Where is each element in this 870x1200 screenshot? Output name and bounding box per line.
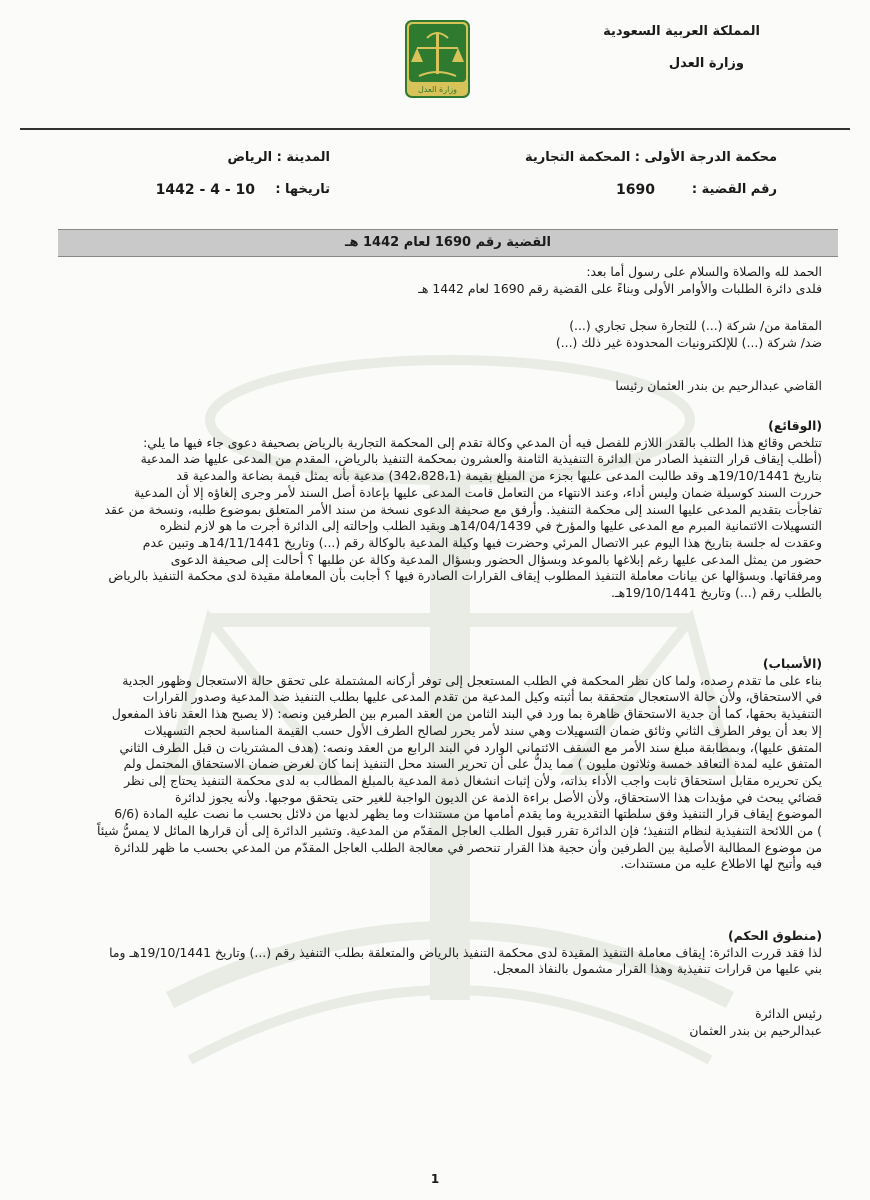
page-number: 1 — [430, 1172, 440, 1186]
facts-section — [42, 418, 822, 602]
facts-line: تتلخص وقائع هذا الطلب بالقدر اللازم للفصل فيه أن المدعي وكالة تقدم إلى المحكمة التجارية بالرياض بصحيفة دعوى جاء فيها ما يلي: — [143, 434, 822, 450]
reasons-line: ) من اللائحة التنفيذية لنظام التنفيذ؛ فإن الدائرة تقرر قبول الطلب العاجل المقدّم من المدعية. وتشير الدائرة إلى أن قرارها المائل لا يمسُّ شيئاً — [97, 823, 822, 839]
ruling-line: بني عليها من قرارات تنفيذية وهذا القرار مشمول بالنفاذ المعجل. — [492, 961, 822, 977]
kingdom-title: المملكة العربية السعودية — [603, 24, 760, 39]
case-date-value: 10 - 4 - 1442 — [155, 182, 255, 198]
intro-line: الحمد لله والصلاة والسلام على رسول أما بعد: — [586, 264, 822, 279]
parties-block — [42, 318, 822, 351]
signature-name: عبدالرحيم بن بندر العثمان — [689, 1022, 822, 1038]
case-title-bar: القضية رقم 1690 لعام 1442 هـ — [58, 229, 838, 257]
facts-heading: (الوقائع) — [768, 418, 822, 433]
facts-line: (أطلب إيقاف قرار التنفيذ الصادر من الدائرة التنفيذية الثامنة والعشرون بمحكمة التنفيذ بالرياض، المقدم من المدعى عليها ضد المدعية — [140, 451, 822, 467]
reasons-line: إلا بعد أن يوفر الطرف الثاني وثائق ضمان التسهيلات وهي سند لأمر يحرر لصالح الطرف الأول حسب القيمة المناسبة لحجم التسهيلات — [143, 722, 822, 738]
emblem-caption: وزارة العدل — [417, 85, 458, 94]
reasons-line: الموضوع إيقاف قرار التنفيذ وفق سلطتها التقديرية وما يقدم أمامها من مستندات وما يظهر لديها من دلائل بحسب ما نصت عليه المادة (6/6 — [114, 806, 822, 822]
signature-title: رئيس الدائرة — [755, 1006, 822, 1021]
facts-line: حضور من يمثل المدعى عليها رغم إبلاغها بالموعد وبسؤال الحضور وبسؤال المدعية وكالة عن طلبها ؟ أحالت إلى صحيفة الدعوى — [170, 551, 822, 567]
court-name: محكمة الدرجة الأولى : المحكمة التجارية — [525, 150, 777, 165]
case-number-value: 1690 — [616, 182, 655, 198]
ruling-section — [42, 928, 822, 978]
city-name: المدينة : الرياض — [227, 150, 330, 165]
reasons-line: يكن تحريره مقابل استحقاق ثابت واجب الأداء بذاته، ولأن إثبات انشغال ذمة المدعية بالمبلغ المطالب به لدى محكمة التنفيذ يحتاج إلى نظر — [124, 772, 822, 788]
facts-line: وعقدت له جلسة بتاريخ هذا اليوم عبر الاتصال المرئي وحضرت فيها وكيلة المدعية بالوكالة رقم (...) وتاريخ 14/11/1441هـ وتبين عدم — [142, 534, 822, 550]
ministry-emblem-logo — [405, 20, 470, 98]
header-divider — [20, 128, 850, 130]
facts-line: التسهيلات الائتمانية المبرم مع المدعى عليها والمؤرخ في 14/04/1439هـ وبقيد الطلب وإحالته إلى الدائرة أجرت ما هو لازم لنظره — [159, 518, 822, 534]
facts-line: تفاجأت بتقديم المدعى عليها السند إلى محكمة التنفيذ. وأرفق مع صحيفة الدعوى نسخة من سند الأمر المتعلق بموضوع طلبه، ونسخة من عقد — [104, 501, 822, 517]
ministry-title: وزارة العدل — [668, 56, 744, 71]
signature-block — [42, 1006, 822, 1039]
defendant-line: ضد/ شركة (...) للإلكترونيات المحدودة غير ذلك (...) — [555, 334, 822, 350]
reasons-line: المتفق عليها)، وبمطابقة مبلغ سند الأمر مع السقف الائتماني الوارد في البند الرابع من العقد ونصه: (هدف المشتريات ن قبل الطرف الثاني — [119, 739, 822, 755]
intro-block — [42, 264, 822, 297]
reasons-line: المتفق عليه لمدة التعاقد خمسة وثلاثون مليون ) مما يدلُّ على أن تحرير السند محل التنفيذ إنما كان لغرض ضمان الاستحقاق المحتمل ولم — [123, 756, 822, 772]
judge-line: القاضي عبدالرحيم بن بندر العثمان رئيسا — [615, 378, 822, 393]
facts-line: حررت السند كوسيلة ضمان وليس أداء، وعند الانتهاء من التعامل قامت المدعى عليها بإعادة أصل السند لأمر وجرى إلغاؤه إلا أن المدعية — [133, 484, 822, 500]
ruling-line: لذا فقد قررت الدائرة: إيقاف معاملة التنفيذ المقيدة لدى محكمة التنفيذ بالرياض والمتعلقة بطلب التنفيذ رقم (...) وتاريخ 19/10/1441هـ وما — [109, 944, 822, 960]
plaintiff-line: المقامة من/ شركة (...) للتجارة سجل تجاري (...) — [569, 318, 822, 333]
reasons-line: التنفيذية بحقها، كما أن جدية الاستحقاق ظاهرة بما ورد في البند الثامن من العقد المبرم بين الطرفين ونصه: (لا يصبح هذا العقد نافذ المفعول — [111, 706, 822, 722]
intro-line: فلدى دائرة الطلبات والأوامر الأولى وبناءً على القضية رقم 1690 لعام 1442 هـ — [418, 280, 822, 296]
reasons-line: فيه وأتيح لها الاطلاع عليه من مستندات. — [620, 856, 822, 872]
facts-line: ومرفقاتها. وبسؤالها عن بيانات معاملة التنفيذ المطلوب إيقاف القرارات الصادرة فيها ؟ أجابت بأن المعاملة مقيدة لدى محكمة التنفيذ بالرياض — [108, 568, 822, 584]
facts-line: بالطلب رقم (...) وتاريخ 19/10/1441هـ. — [611, 585, 822, 601]
reasons-line: بناء على ما تقدم رصده، ولما كان نظر المحكمة في الطلب المستعجل إلى توفر أركانه المشتملة على تحقق حالة الاستعجال وظهور الجدية — [122, 672, 822, 688]
facts-line: بتاريخ 19/10/1441هـ وقد طالبت المدعى عليها بجزء من المبلغ بقيمة (342،828،1) مدعية بأنه يمثل قيمة بضاعة والمدعية قد — [176, 468, 822, 484]
case-number-label: رقم القضية : — [691, 182, 777, 197]
reasons-section — [42, 656, 822, 873]
case-date-label: تاريخها : — [275, 182, 330, 197]
reasons-line: في الاستحقاق، ولأن حالة الاستعجال متحققة بما أثبته وكيل المدعية من تقدم المدعى عليها بطلب التنفيذ ضد المدعية وصدور القرارات — [142, 689, 822, 705]
reasons-line: قضائي يبحث في مؤيدات هذا الاستحقاق، ولأن الأصل براءة الذمة عن الديون الواجبة للغير حتى يتحقق موجبها. ولأنه يجوز لدائرة — [174, 789, 822, 805]
ruling-heading: (منطوق الحكم) — [727, 928, 822, 943]
reasons-line: من موضوع المطالبة الأصلية بين الطرفين وأن حجية هذا القرار تنحصر في معالجة الطلب العاجل المقدّم من المدعي بحسب ما ظهر للدائرة — [114, 839, 822, 855]
reasons-heading: (الأسباب) — [762, 656, 822, 671]
